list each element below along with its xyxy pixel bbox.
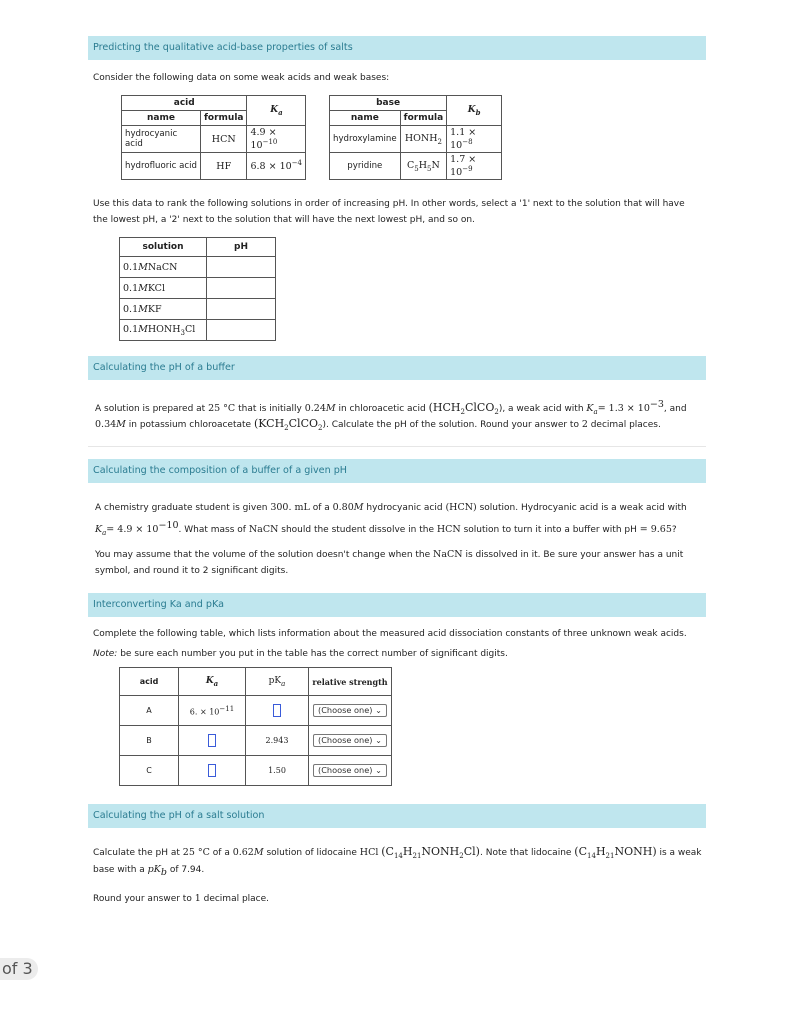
acid-group-header: acid xyxy=(122,96,247,111)
ka-input[interactable] xyxy=(179,756,246,786)
s5-paragraph-line3: Round your answer to 1 decimal place. xyxy=(93,893,270,904)
chevron-down-icon: ⌄ xyxy=(375,765,382,775)
ka-value: 6. × $10^{-11}$ xyxy=(179,696,246,726)
acid-ka-cell: $6.8 \times 10^{-4}$ xyxy=(247,153,306,180)
strength-select[interactable]: (Choose one) ⌄ xyxy=(313,734,387,747)
solution-header: solution xyxy=(120,238,207,257)
ph-rank-select[interactable] xyxy=(207,299,276,320)
solution-cell: 0.1MKCl xyxy=(120,278,207,299)
base-name-cell: hydroxylamine xyxy=(330,126,401,153)
pka-col-header: $pK_a$ xyxy=(246,668,309,696)
s1-instruction-1: Use this data to rank the following solutions in order of increasing pH. In other words, select a '1' next to the solution that will have xyxy=(93,199,685,209)
bases-table xyxy=(329,95,502,180)
s2-paragraph-line2: 0.34M in potassium chloroacetate $(KCH_2ClCO_2)$. Calculate the pH of the solution. Round your answer to 2 decimal places. xyxy=(95,417,661,433)
chevron-down-icon: ⌄ xyxy=(375,705,382,715)
kb-header: $K_b$ xyxy=(447,96,502,126)
strength-col-header: relative strength xyxy=(309,668,392,696)
ph-rank-select[interactable] xyxy=(207,320,276,341)
base-name-header: name xyxy=(330,111,401,126)
s4-note: Note: be sure each number you put in the table has the correct number of significant digits. xyxy=(93,649,508,659)
divider xyxy=(88,446,706,447)
acid-label: B xyxy=(120,726,179,756)
base-formula-cell: $HONH_2$ xyxy=(400,126,446,153)
ka-input[interactable] xyxy=(179,726,246,756)
ka-col-header: $K_a$ xyxy=(179,668,246,696)
strength-cell xyxy=(309,726,392,756)
acid-name-header: name xyxy=(122,111,201,126)
pka-input[interactable] xyxy=(246,696,309,726)
s3-paragraph-line4: symbol, and round it to 2 significant digits. xyxy=(95,566,289,576)
s1-intro: Consider the following data on some weak acids and weak bases: xyxy=(93,73,390,83)
ph-header: pH xyxy=(207,238,276,257)
base-group-header: base xyxy=(330,96,447,111)
acid-formula-header: formula xyxy=(201,111,247,126)
base-formula-cell: $C_5H_5N$ xyxy=(400,153,446,180)
solution-cell: $0.1MHONH_3Cl$ xyxy=(120,320,207,341)
pka-value: 1.50 xyxy=(246,756,309,786)
s1-instruction-2: the lowest pH, a '2' next to the solution that will have the next lowest pH, and so on. xyxy=(93,215,475,225)
section-title-buffer-composition: Calculating the composition of a buffer of a given pH xyxy=(88,459,706,483)
answer-box[interactable] xyxy=(208,734,216,747)
strength-select[interactable]: (Choose one) ⌄ xyxy=(313,704,387,717)
s3-paragraph-line3: You may assume that the volume of the solution doesn't change when the NaCN is dissolved in it. Be sure your answer has a unit xyxy=(95,549,684,560)
acid-name-cell: hydrocyanic acid xyxy=(122,126,201,153)
rank-table xyxy=(119,237,276,341)
strength-cell xyxy=(309,696,392,726)
acids-table xyxy=(121,95,306,180)
section-title-salt-solution: Calculating the pH of a salt solution xyxy=(88,804,706,828)
acid-name-cell: hydrofluoric acid xyxy=(122,153,201,180)
section-title-salts: Predicting the qualitative acid-base properties of salts xyxy=(88,36,706,60)
ph-rank-select[interactable] xyxy=(207,278,276,299)
base-kb-cell: $1.1 \times 10^{-8}$ xyxy=(447,126,502,153)
ka-header: $K_a$ xyxy=(247,96,306,126)
base-kb-cell: $1.7 \times 10^{-9}$ xyxy=(447,153,502,180)
solution-cell: 0.1MNaCN xyxy=(120,257,207,278)
acid-label: A xyxy=(120,696,179,726)
acid-label: C xyxy=(120,756,179,786)
chevron-down-icon: ⌄ xyxy=(375,735,382,745)
section-title-buffer-ph: Calculating the pH of a buffer xyxy=(88,356,706,380)
s4-paragraph: Complete the following table, which lists information about the measured acid dissociation constants of three unknown weak acids. xyxy=(93,629,687,639)
acid-col-header: acid xyxy=(120,668,179,696)
ka-pka-table xyxy=(119,667,392,786)
acid-ka-cell: $4.9 \times 10^{-10}$ xyxy=(247,126,306,153)
s2-paragraph-line1: A solution is prepared at 25 °C that is initially 0.24M in chloroacetic acid $(HCH_2ClCO_2)$, a weak acid with $K_a= 1.3 \times 10^{-3}$, and xyxy=(95,399,687,417)
pka-value: 2.943 xyxy=(246,726,309,756)
s5-paragraph-line2: base with a $pK_b$ of 7.94. xyxy=(93,864,205,878)
ph-rank-select[interactable] xyxy=(207,257,276,278)
s3-paragraph-line1: A chemistry graduate student is given 300. mL of a 0.80M hydrocyanic acid (HCN) solution. Hydrocyanic acid is a weak acid with xyxy=(95,502,687,513)
answer-box[interactable] xyxy=(273,704,281,717)
s3-paragraph-line2: $K_a= 4.9 \times 10^{-10}$. What mass of NaCN should the student dissolve in the HCN solution to turn it into a buffer with pH = 9.65? xyxy=(95,520,677,537)
answer-box[interactable] xyxy=(208,764,216,777)
base-name-cell: pyridine xyxy=(330,153,401,180)
acid-formula-cell: HCN xyxy=(201,126,247,153)
page-indicator: of 3 xyxy=(0,958,38,980)
base-formula-header: formula xyxy=(400,111,446,126)
strength-select[interactable]: (Choose one) ⌄ xyxy=(313,764,387,777)
acid-formula-cell: HF xyxy=(201,153,247,180)
section-title-ka-pka: Interconverting Ka and pKa xyxy=(88,593,706,617)
s5-paragraph-line1: Calculate the pH at 25 °C of a 0.62M solution of lidocaine HCl $(C_{14}H_{21}NONH_2Cl)$. Note that lidocaine $(C_{14}H_{21}NONH)$ is a weak xyxy=(93,845,702,861)
strength-cell xyxy=(309,756,392,786)
solution-cell: 0.1MKF xyxy=(120,299,207,320)
